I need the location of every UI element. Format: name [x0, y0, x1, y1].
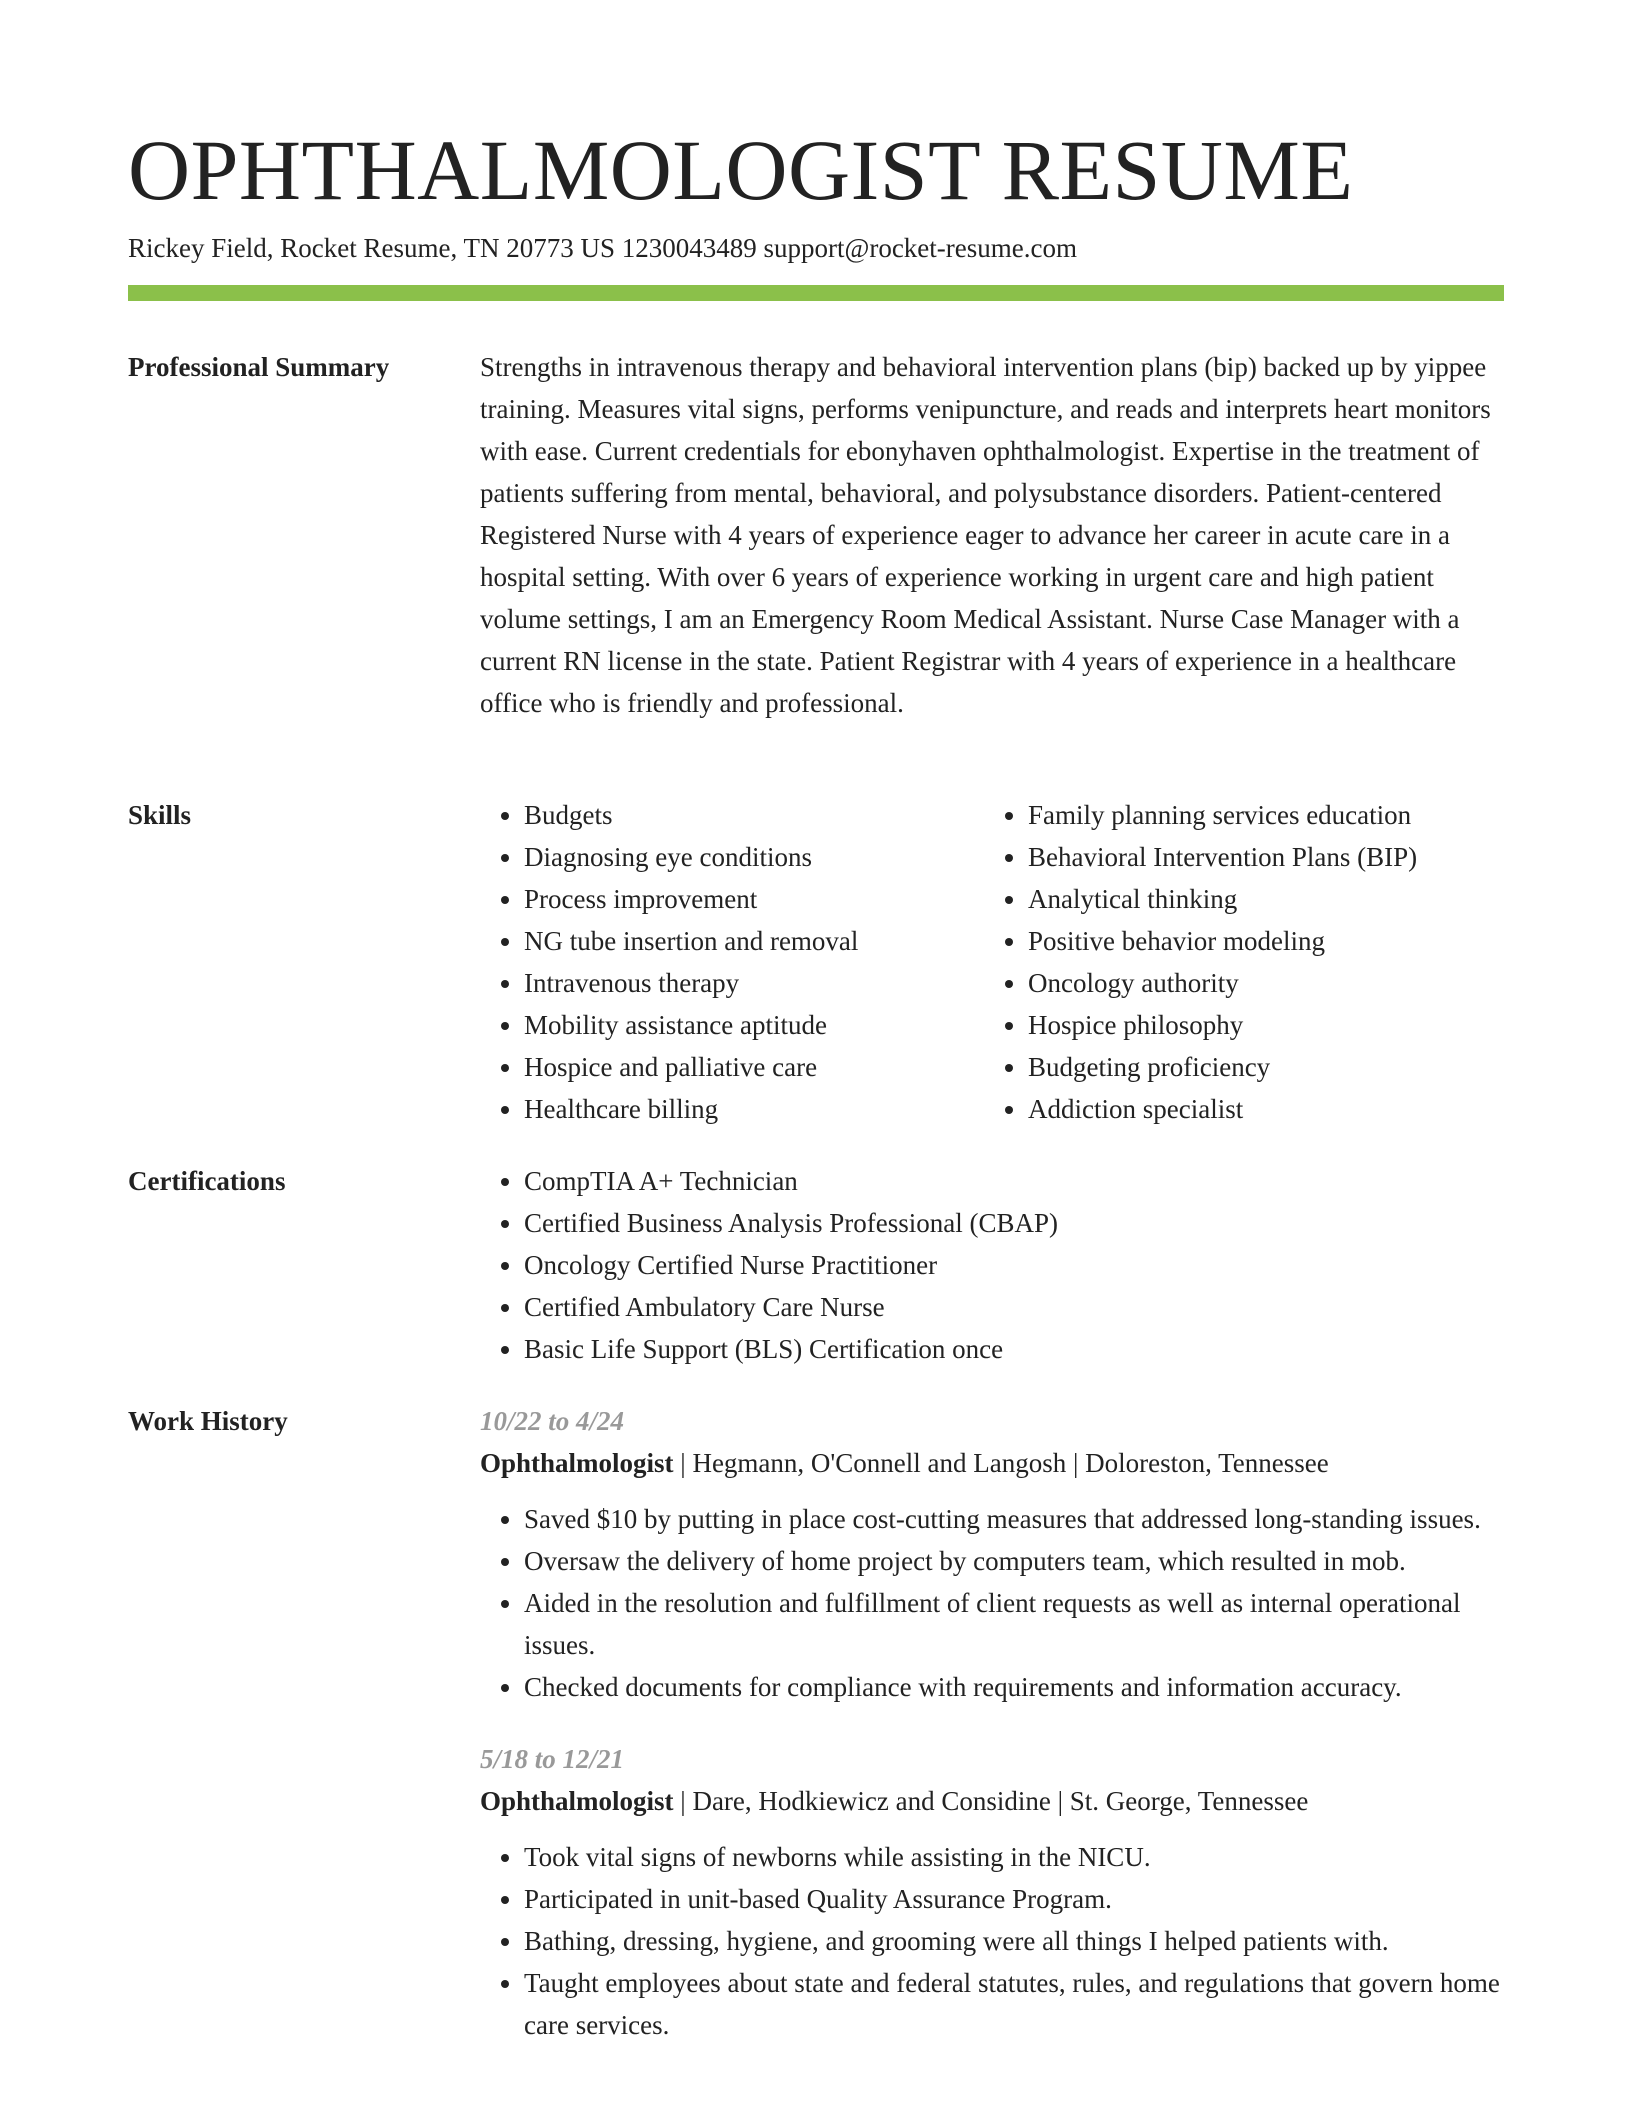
skill-item: • Analytical thinking [1028, 878, 1488, 920]
job-title: Ophthalmologist [480, 1448, 674, 1478]
job-bullets [480, 1498, 1504, 1708]
skill-item: • NG tube insertion and removal [524, 920, 984, 962]
job-dates: 10/22 to 4/24 [480, 1406, 625, 1436]
resume-title: OPHTHALMOLOGIST RESUME [128, 122, 1354, 218]
job-heading [480, 1780, 1504, 1822]
job-employer-location: | Hegmann, O'Connell and Langosh | Doloreston, Tennessee [673, 1448, 1329, 1478]
skill-item: • Budgeting proficiency [1028, 1046, 1488, 1088]
certifications-heading: Certifications [128, 1166, 286, 1196]
contact-info: Rickey Field, Rocket Resume, TN 20773 US 1230043489 support@rocket-resume.com [128, 233, 1077, 263]
summary-heading: Professional Summary [128, 352, 390, 382]
summary-text: Strengths in intravenous therapy and behavioral intervention plans (bip) backed up by yippee training. Measures vital signs, performs venipuncture, and reads and interprets heart monitors with ease. Current credentials for ebonyhaven ophthalmologist. Expertise in the treatment of patients suffering from mental, behavioral, and polysubstance disorders. Patient-centered Registered Nurse with 4 years of experience eager to advance her career in acute care in a hospital setting. With over 6 years of experience working in urgent care and high patient volume settings, I am an Emergency Room Medical Assistant. Nurse Case Manager with a current RN license in the state. Patient Registrar with 4 years of experience in a healthcare office who is friendly and professional. [480, 352, 1491, 718]
job-bullets [480, 1836, 1504, 2046]
certification-item: • CompTIA A+ Technician [524, 1160, 1504, 1202]
skills-column-right [984, 794, 1488, 1130]
certification-item: • Certified Ambulatory Care Nurse [524, 1286, 1504, 1328]
summary-body [480, 346, 1504, 724]
skill-item: • Intravenous therapy [524, 962, 984, 1004]
job-entry [480, 1738, 1504, 2046]
skill-item: • Healthcare billing [524, 1088, 984, 1130]
job-employer-location: | Dare, Hodkiewicz and Considine | St. George, Tennessee [673, 1786, 1309, 1816]
skill-item: • Process improvement [524, 878, 984, 920]
job-title: Ophthalmologist [480, 1786, 674, 1816]
certification-item: • Basic Life Support (BLS) Certification once [524, 1328, 1504, 1370]
certifications-body [480, 1160, 1504, 1370]
skills-heading: Skills [128, 800, 192, 830]
job-heading [480, 1442, 1504, 1484]
skill-item: • Behavioral Intervention Plans (BIP) [1028, 836, 1488, 878]
work-history-body [480, 1400, 1504, 2076]
certification-item: • Oncology Certified Nurse Practitioner [524, 1244, 1504, 1286]
skill-item: • Diagnosing eye conditions [524, 836, 984, 878]
skills-grid [480, 794, 1504, 1130]
certifications-list [480, 1160, 1504, 1370]
job-bullet: • Participated in unit-based Quality Assurance Program. [524, 1878, 1504, 1920]
job-bullet: • Checked documents for compliance with requirements and information accuracy. [524, 1666, 1504, 1708]
job-bullet: • Taught employees about state and federal statutes, rules, and regulations that govern home care services. [524, 1962, 1504, 2046]
work-history-heading: Work History [128, 1406, 288, 1436]
job-bullet: • Saved $10 by putting in place cost-cutting measures that addressed long-standing issues. [524, 1498, 1504, 1540]
skill-item: • Budgets [524, 794, 984, 836]
skill-item: • Addiction specialist [1028, 1088, 1488, 1130]
skill-item: • Positive behavior modeling [1028, 920, 1488, 962]
skill-item: • Family planning services education [1028, 794, 1488, 836]
certification-item: • Certified Business Analysis Professional (CBAP) [524, 1202, 1504, 1244]
skill-item: • Oncology authority [1028, 962, 1488, 1004]
job-bullet: • Aided in the resolution and fulfillment of client requests as well as internal operational issues. [524, 1582, 1504, 1666]
job-bullet: • Bathing, dressing, hygiene, and grooming were all things I helped patients with. [524, 1920, 1504, 1962]
skill-item: • Mobility assistance aptitude [524, 1004, 984, 1046]
job-bullet: • Oversaw the delivery of home project by computers team, which resulted in mob. [524, 1540, 1504, 1582]
job-bullet: • Took vital signs of newborns while assisting in the NICU. [524, 1836, 1504, 1878]
job-dates: 5/18 to 12/21 [480, 1744, 625, 1774]
skill-item: • Hospice and palliative care [524, 1046, 984, 1088]
skills-list-right [984, 794, 1488, 1130]
skills-list-left [480, 794, 984, 1130]
job-entry [480, 1400, 1504, 1708]
header-divider [128, 285, 1504, 301]
skill-item: • Hospice philosophy [1028, 1004, 1488, 1046]
skills-body [480, 794, 1504, 1130]
skills-column-left [480, 794, 984, 1130]
